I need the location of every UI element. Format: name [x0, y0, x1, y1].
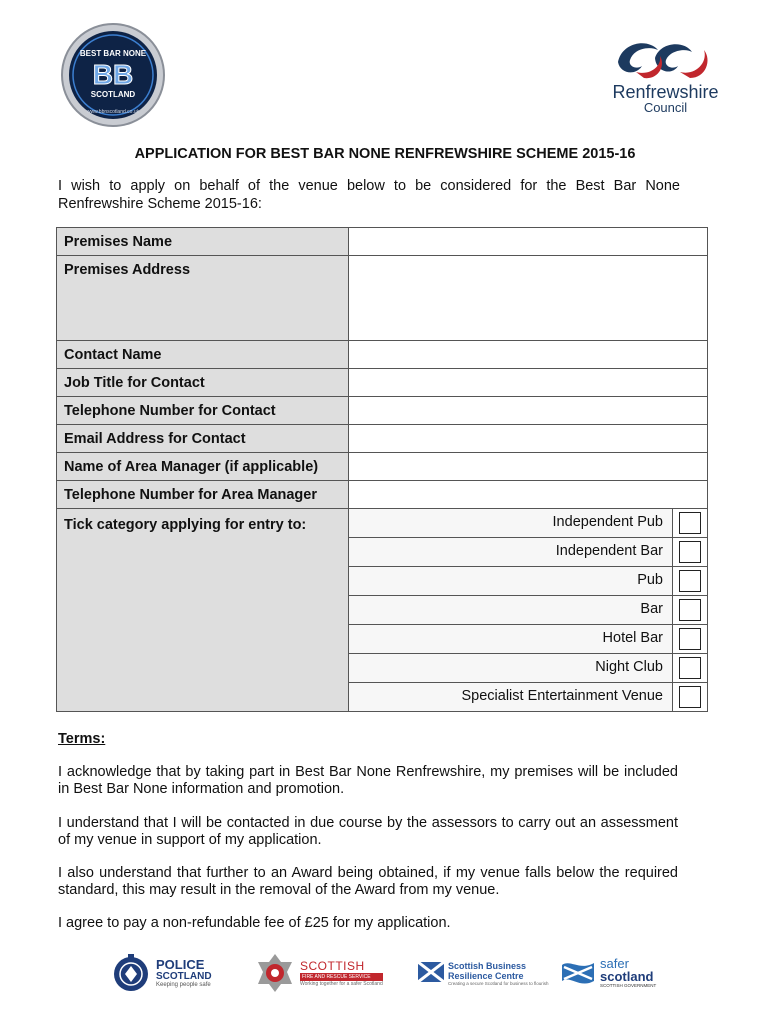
terms-heading: Terms:: [58, 731, 106, 747]
sbrc-line1: Scottish Business: [448, 960, 527, 971]
telephone-contact-field[interactable]: [349, 397, 708, 425]
bbn-logo-main-text: BB: [92, 59, 134, 90]
category-row: [349, 654, 707, 683]
bbn-logo-top-text: BEST BAR NONE: [79, 49, 147, 58]
job-title-label: Job Title for Contact: [57, 369, 349, 397]
intro-text: I wish to apply on behalf of the venue below to be considered for the Best Bar None Renfrewshire Scheme 2015-16:: [58, 178, 680, 212]
terms-paragraph-2: I understand that I will be contacted in due course by the assessors to carry out an assessment of my venue in support of my application.: [58, 815, 678, 848]
premises-name-field[interactable]: [349, 228, 708, 256]
category-label-night-club: Night Club: [349, 654, 672, 682]
page-title: APPLICATION FOR BEST BAR NONE RENFREWSHIRE SCHEME 2015-16: [134, 146, 636, 162]
police-tagline: Keeping people safe: [156, 982, 211, 988]
checkbox-bar[interactable]: [679, 599, 701, 621]
safer-line2: scotland: [600, 969, 654, 984]
area-manager-label: Name of Area Manager (if applicable): [57, 453, 349, 481]
police-line2: SCOTLAND: [156, 971, 212, 982]
category-list: [349, 509, 708, 712]
telephone-area-manager-label: Telephone Number for Area Manager: [57, 481, 349, 509]
category-label-pub: Pub: [349, 567, 672, 595]
checkbox-hotel-bar[interactable]: [679, 628, 701, 650]
premises-address-field[interactable]: [349, 256, 708, 341]
checkbox-specialist-entertainment[interactable]: [679, 686, 701, 708]
sbrc-tagline: Creating a secure Scotland for business to flourish: [448, 980, 549, 986]
category-label-bar: Bar: [349, 596, 672, 624]
job-title-field[interactable]: [349, 369, 708, 397]
police-line1: POLICE: [156, 957, 205, 972]
best-bar-none-logo: [60, 22, 166, 128]
safer-scotland-logo: [560, 952, 656, 994]
council-subtitle: Council: [643, 100, 688, 115]
checkbox-independent-pub[interactable]: [679, 512, 701, 534]
category-label-independent-pub: Independent Pub: [349, 509, 672, 537]
bbn-logo-ring-text: www.bbnscotland.co.uk: [86, 109, 140, 115]
fire-line2: FIRE AND RESCUE SERVICE: [300, 973, 383, 981]
sbrc-line2: Resilience Centre: [448, 970, 524, 981]
category-row: [349, 509, 707, 538]
telephone-area-manager-field[interactable]: [349, 481, 708, 509]
fire-badge-icon: [254, 952, 296, 994]
sbrc-logo: [418, 952, 549, 994]
scottish-fire-logo: [254, 952, 383, 994]
checkbox-pub[interactable]: [679, 570, 701, 592]
category-row: [349, 625, 707, 654]
email-contact-field[interactable]: [349, 425, 708, 453]
police-crest-icon: [112, 952, 150, 994]
email-contact-label: Email Address for Contact: [57, 425, 349, 453]
contact-name-label: Contact Name: [57, 341, 349, 369]
category-label: Tick category applying for entry to:: [57, 509, 349, 712]
premises-name-label: Premises Name: [57, 228, 349, 256]
safer-scotland-flag-icon: [560, 959, 596, 987]
category-label-specialist-entertainment: Specialist Entertainment Venue: [349, 683, 672, 711]
council-name: Renfrewshire: [612, 82, 719, 102]
telephone-contact-label: Telephone Number for Contact: [57, 397, 349, 425]
category-label-hotel-bar: Hotel Bar: [349, 625, 672, 653]
category-row: [349, 683, 707, 711]
bbn-logo-bottom-text: SCOTLAND: [90, 90, 136, 99]
safer-line1: safer: [600, 956, 629, 971]
contact-name-field[interactable]: [349, 341, 708, 369]
category-row: [349, 596, 707, 625]
police-scotland-logo: [112, 952, 212, 994]
terms-paragraph-4: I agree to pay a non-refundable fee of £25 for my application.: [58, 915, 451, 931]
terms-paragraph-1: I acknowledge that by taking part in Best Bar None Renfrewshire, my premises will be included in Best Bar None information and promotion.: [58, 764, 678, 797]
saltire-icon: [418, 960, 444, 986]
category-label-independent-bar: Independent Bar: [349, 538, 672, 566]
application-form-table: [56, 227, 708, 712]
fire-line1: SCOTTISH: [300, 958, 365, 973]
category-row: [349, 538, 707, 567]
category-row: [349, 567, 707, 596]
terms-paragraph-3: I also understand that further to an Award being obtained, if my venue falls below the required standard, this may result in the removal of the Award from my venue.: [58, 865, 678, 898]
checkbox-night-club[interactable]: [679, 657, 701, 679]
checkbox-independent-bar[interactable]: [679, 541, 701, 563]
area-manager-field[interactable]: [349, 453, 708, 481]
premises-address-label: Premises Address: [57, 256, 349, 341]
fire-tagline: Working together for a safer Scotland: [300, 980, 383, 987]
safer-tagline: SCOTTISH GOVERNMENT: [600, 983, 657, 988]
